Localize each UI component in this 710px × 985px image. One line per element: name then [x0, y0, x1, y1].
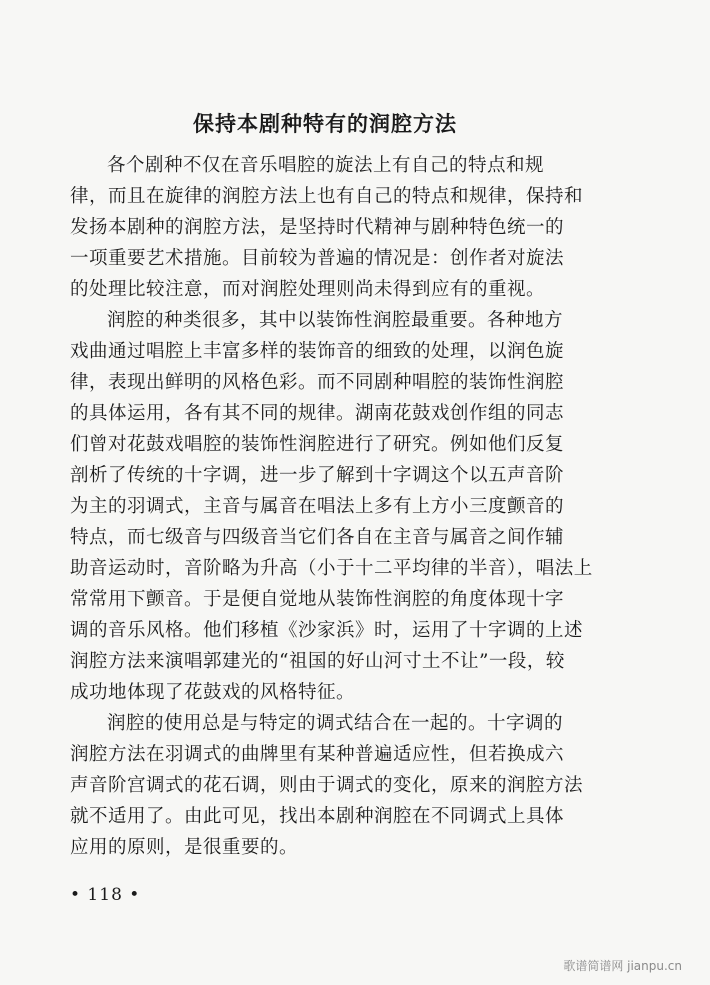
text-line: 成功地体现了花鼓戏的风格特征。: [70, 682, 356, 703]
text-line: 润腔的使用总是与特定的调式结合在一起的。十字调的: [107, 713, 564, 734]
text-line: 助音运动时，音阶略为升高（小于十二平均律的半音），唱法上: [70, 558, 593, 579]
text-line: 律，而且在旋律的润腔方法上也有自己的特点和规律，保持和: [70, 186, 584, 207]
text-line: 润腔的种类很多，其中以装饰性润腔最重要。各种地方: [107, 310, 564, 331]
paragraph-2: [70, 305, 593, 708]
text-line: 润腔方法来演唱郭建光的“祖国的好山河寸土不让”一段，较: [70, 651, 565, 672]
text-line: 特点，而七级音与四级音当它们各自在主音与属音之间作辅: [70, 527, 565, 548]
text-line: 各个剧种不仅在音乐唱腔的旋法上有自己的特点和规: [107, 155, 545, 176]
text-line: 的具体运用，各有其不同的规律。湖南花鼓戏创作组的同志: [70, 403, 565, 424]
text-line: 就不适用了。由此可见，找出本剧种润腔在不同调式上具体: [70, 806, 565, 827]
text-line: 一项重要艺术措施。目前较为普遍的情况是：创作者对旋法: [70, 248, 565, 269]
text-line: 为主的羽调式，主音与属音在唱法上多有上方小三度颤音的: [70, 496, 565, 517]
text-line: 声音阶宫调式的花石调，则由于调式的变化，原来的润腔方法: [70, 775, 584, 796]
paragraph-3: [70, 708, 584, 863]
text-line: 们曾对花鼓戏唱腔的装饰性润腔进行了研究。例如他们反复: [70, 434, 565, 455]
text-line: 律，表现出鲜明的风格色彩。而不同剧种唱腔的装饰性润腔: [70, 372, 565, 393]
text-line: 润腔方法在羽调式的曲牌里有某种普遍适应性，但若换成六: [70, 744, 565, 765]
body-text: [70, 150, 593, 863]
page-title: 保持本剧种特有的润腔方法: [193, 112, 457, 136]
text-line: 剖析了传统的十字调，进一步了解到十字调这个以五声音阶: [70, 465, 565, 486]
text-line: 的处理比较注意，而对润腔处理则尚未得到应有的重视。: [70, 279, 546, 300]
text-line: 戏曲通过唱腔上丰富多样的装饰音的细致的处理，以润色旋: [70, 341, 565, 362]
page-number: • 118 •: [70, 885, 141, 905]
text-line: 发扬本剧种的润腔方法，是坚持时代精神与剧种特色统一的: [70, 217, 565, 238]
watermark: 歌谱简谱网 jianpu.cn: [563, 959, 682, 973]
paragraph-1: [70, 150, 584, 305]
text-line: 应用的原则，是很重要的。: [70, 837, 299, 858]
text-line: 常常用下颤音。于是便自觉地从装饰性润腔的角度体现十字: [70, 589, 565, 610]
text-line: 调的音乐风格。他们移植《沙家浜》时，运用了十字调的上述: [70, 620, 584, 641]
